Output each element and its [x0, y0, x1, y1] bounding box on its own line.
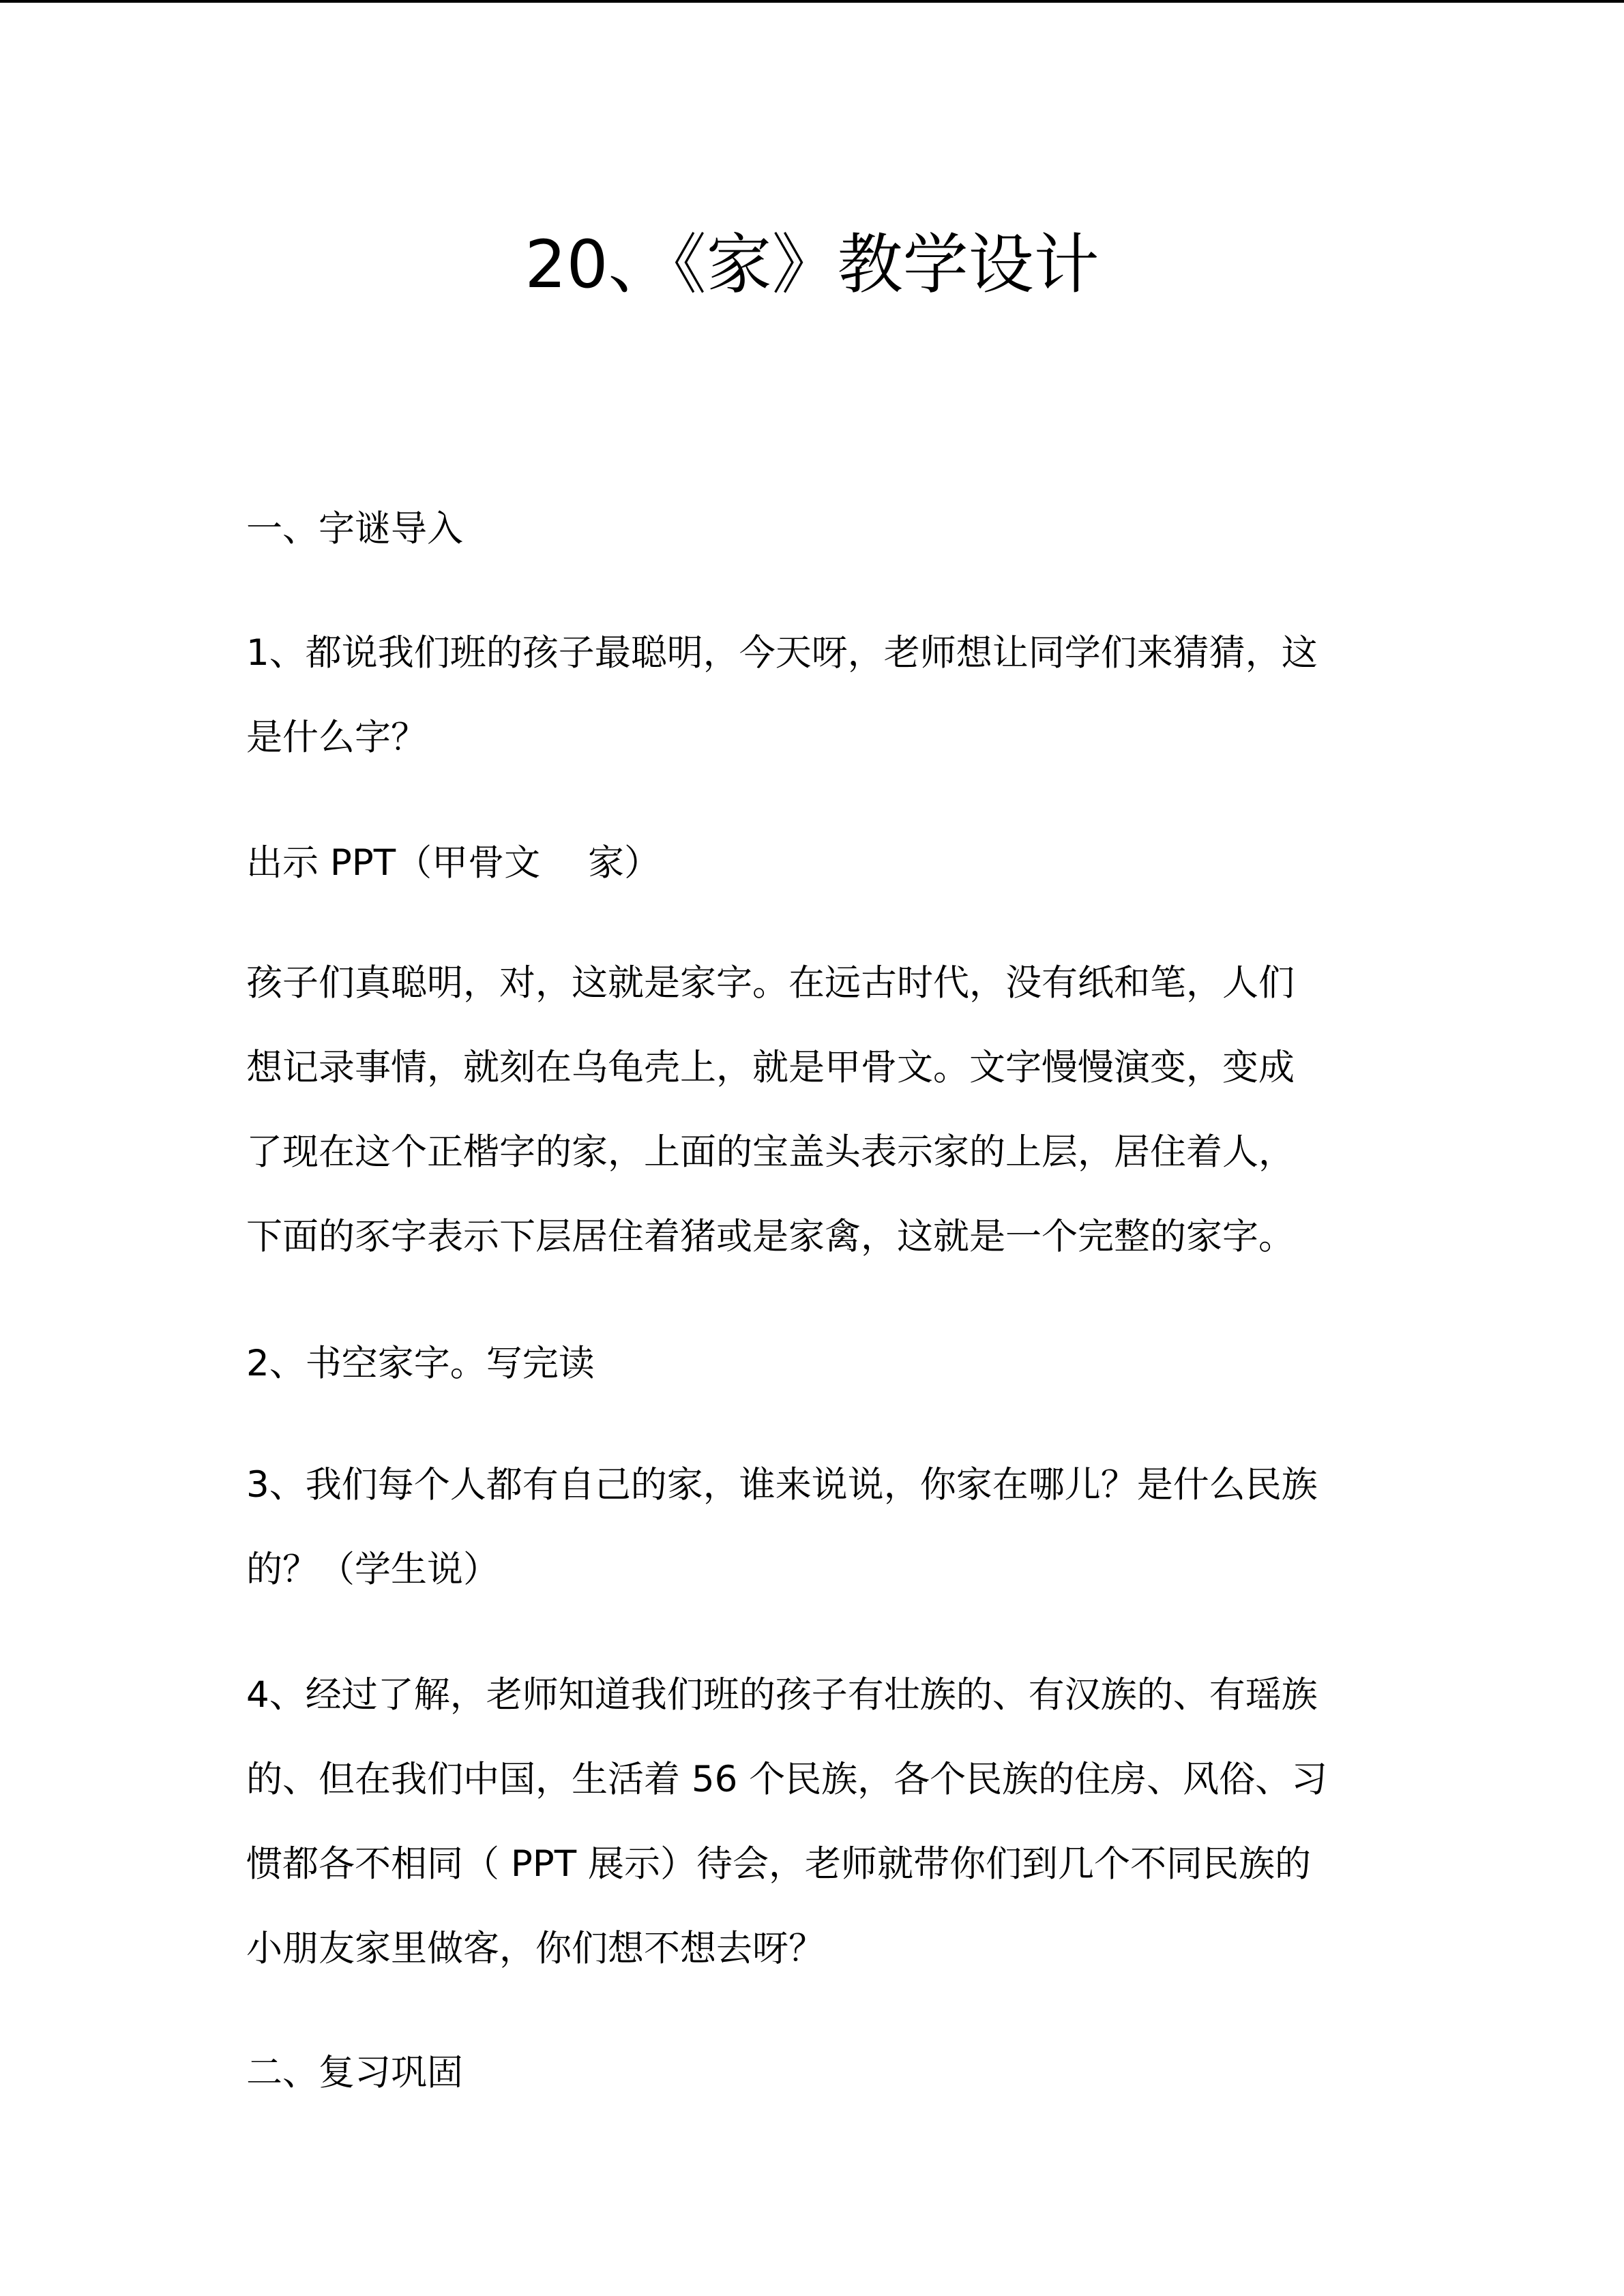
paragraph-6 [246, 1653, 1406, 1991]
text-line: 是什么字？ [246, 717, 427, 758]
text-line: 孩子们真聪明，对，这就是家字。在远古时代，没有纸和笔，人们 [246, 962, 1295, 1004]
text-line: 4、经过了解，老师知道我们班的孩子有壮族的、有汉族的、有瑶族 [246, 1674, 1318, 1716]
text-line: 想记录事情，就刻在乌龟壳上，就是甲骨文。文字慢慢演变，变成 [246, 1047, 1295, 1088]
paragraph-1 [246, 611, 1406, 780]
document-title: 20、《家》教学设计 [525, 226, 1099, 303]
text-line: 1、都说我们班的孩子最聪明，今天呀，老师想让同学们来猜猜，这 [246, 632, 1318, 674]
text-line: 2、书空家字。写完读 [246, 1343, 595, 1384]
text-line: 小朋友家里做客，你们想不想去呀？ [246, 1928, 825, 1969]
text-line: 下面的豕字表示下层居住着猪或是家禽，这就是一个完整的家字。 [246, 1216, 1295, 1257]
paragraph-2 [246, 821, 1406, 906]
paragraph-3 [246, 941, 1406, 1279]
paragraph-4 [246, 1322, 1406, 1406]
text-line: 的？（学生说） [246, 1549, 499, 1590]
text-line: 了现在这个正楷字的家，上面的宝盖头表示家的上层，居住着人， [246, 1131, 1295, 1173]
text-line: 的、但在我们中国，生活着 56 个民族，各个民族的住房、风俗、习 [246, 1759, 1328, 1800]
text-line: 一、字谜导入 [246, 508, 463, 550]
section-heading-2 [246, 2031, 1406, 2115]
text-line: 3、我们每个人都有自己的家，谁来说说，你家在哪儿？是什么民族 [246, 1464, 1318, 1506]
page-top-border [0, 0, 1624, 3]
text-line: 惯都各不相同（ PPT 展示）待会，老师就带你们到几个不同民族的 [246, 1843, 1311, 1885]
text-line: 出示 PPT（甲骨文 家） [246, 842, 660, 884]
paragraph-5 [246, 1443, 1406, 1612]
section-heading-1 [246, 487, 1406, 571]
text-line: 二、复习巩固 [246, 2052, 463, 2093]
